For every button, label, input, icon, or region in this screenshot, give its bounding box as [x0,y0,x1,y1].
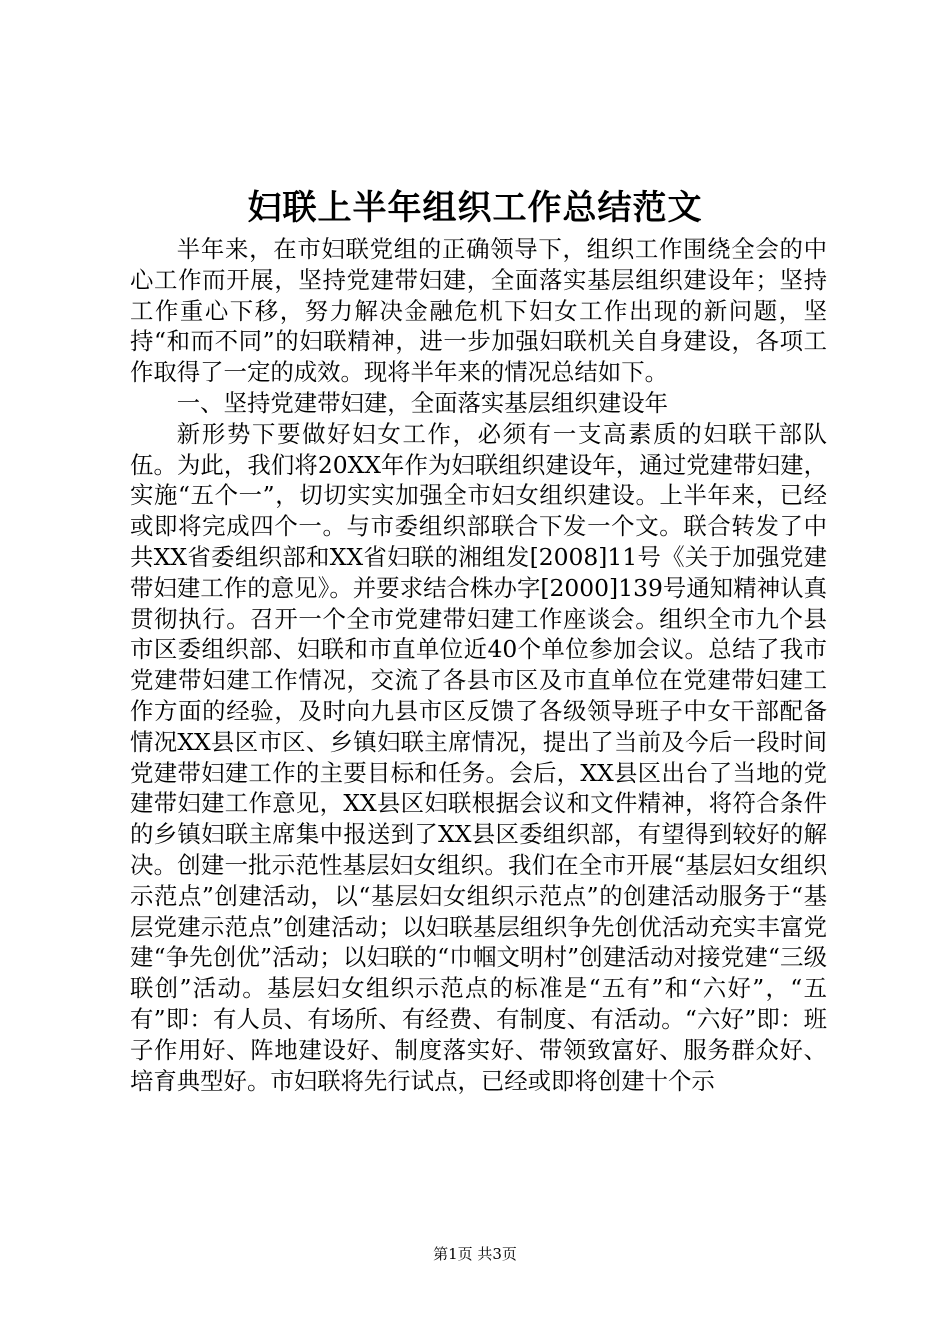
document-body [130,234,827,1096]
paragraph-section-1: 新形势下要做好妇女工作，必须有一支高素质的妇联干部队伍。为此，我们将20XX年作为妇联组织建设年，通过党建带妇建，实施“五个一”，切切实实加强全市妇女组织建设。上半年来，已经或即将完成四个一。与市委组织部联合下发一个文。联合转发了中共XX省委组织部和XX省妇联的湘组发[2008]11号《关于加强党建带妇建工作的意见》。并要求结合株办字[2000]139号通知精神认真贯彻执行。召开一个全市党建带妇建工作座谈会。组织全市九个县市区委组织部、妇联和市直单位近40个单位参加会议。总结了我市党建带妇建工作情况，交流了各县市区及市直单位在党建带妇建工作方面的经验，及时向九县市区反馈了各级领导班子中女干部配备情况XX县区市区、乡镇妇联主席情况，提出了当前及今后一段时间党建带妇建工作的主要目标和任务。会后，XX县区出台了当地的党建带妇建工作意见，XX县区妇联根据会议和文件精神，将符合条件的乡镇妇联主席集中报送到了XX县区委组织部，有望得到较好的解决。创建一批示范性基层妇女组织。我们在全市开展“基层妇女组织示范点”创建活动，以“基层妇女组织示范点”的创建活动服务于“基层党建示范点”创建活动；以妇联基层组织争先创优活动充实丰富党建“争先创优”活动；以妇联的“巾帼文明村”创建活动对接党建“三级联创”活动。基层妇女组织示范点的标准是“五有”和“六好”，“五有”即：有人员、有场所、有经费、有制度、有活动。“六好”即：班子作用好、阵地建设好、制度落实好、带领致富好、服务群众好、培育典型好。市妇联将先行试点，已经或即将创建十个示 [130,419,827,1095]
section-heading-1: 一、坚持党建带妇建，全面落实基层组织建设年 [176,388,668,417]
document-title: 妇联上半年组织工作总结范文 [247,188,703,228]
paragraph-intro: 半年来，在市妇联党组的正确领导下，组织工作围绕全会的中心工作而开展，坚持党建带妇建，全面落实基层组织建设年；坚持工作重心下移，努力解决金融危机下妇女工作出现的新问题，坚持“和而不同”的妇联精神，进一步加强妇联机关自身建设，各项工作取得了一定的成效。现将半年来的情况总结如下。 [130,235,827,387]
page-number-footer: 第1页 共3页 [433,1245,517,1263]
